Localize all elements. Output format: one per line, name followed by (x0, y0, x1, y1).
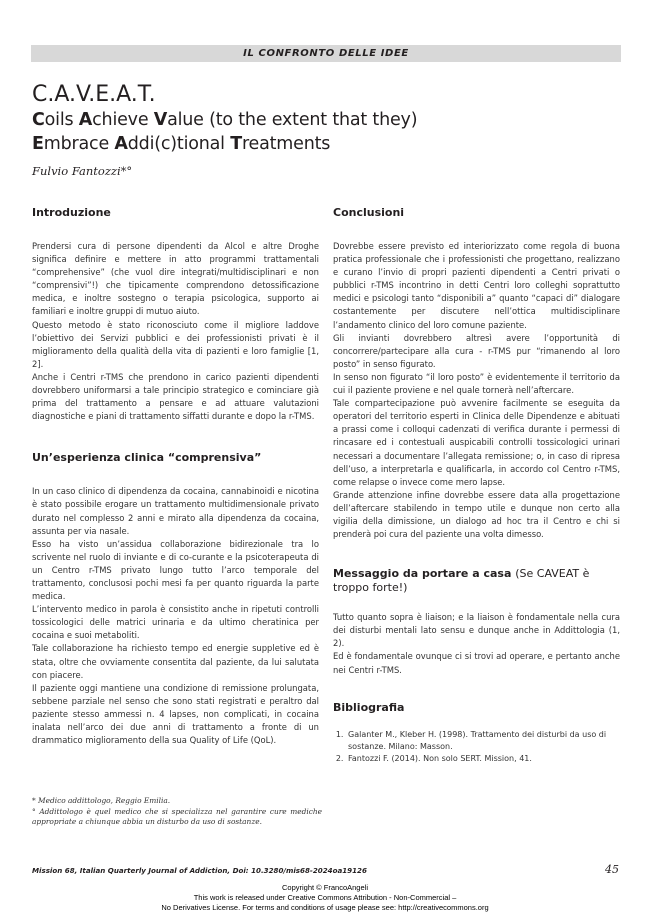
paragraph: Ed è fondamentale ovunque ci si trovi ad operare, e pertanto anche nei Centri r-TMS. (333, 651, 620, 675)
case-body (32, 485, 319, 747)
conclusions-body (333, 240, 620, 541)
paragraph: Grande attenzione infine dovrebbe essere data alla progettazione dell’aftercare stabilendo in tempo utile e dunque non certo alla vigilia della dimissione, un dialogo ad hoc tra il Centro e chi si prenderà poi cura del paziente una volta dimesso. (333, 489, 620, 540)
footnote: ° Addittologo è quel medico che si specializza nel garantire cure mediche appropriate a chiunque abbia un disturbo da uso di sostanze. (32, 807, 322, 826)
paragraph: Tale collaborazione ha richiesto tempo ed energie suppletive ed è stata, oltre che ovviamente consentita dal paziente, da lui salutata con piacere. (32, 643, 319, 680)
paragraph: Il paziente oggi mantiene una condizione di remissione prolungata, sebbene parziale nel senso che sono stati registrati e peraltro dal paziente stesso ammessi n. 4 lapses, non complicati, in cocaina inalata nell’arco dei due anni di trattamento a fronte di un drammatico miglioramento della sua Quality of Life (QoL). (32, 682, 319, 746)
page-number: 45 (605, 863, 619, 876)
footnotes (32, 796, 322, 828)
article-title (32, 82, 622, 156)
bibliography-list (333, 729, 620, 765)
paragraph: Questo metodo è stato riconosciuto come il migliore laddove l’obiettivo dei Servizi pubblici e dei professionisti privati è il miglioramento della qualità della vita di pazienti e loro famiglie [1, 2]. (32, 319, 319, 369)
paragraph: Tutto quanto sopra è liaison; e la liaison è fondamentale nella cura dei disturbi mentali lato sensu e dunque anche in Addittologia (1, 2). (333, 612, 620, 649)
title-line-2: Coils Achieve Value (to the extent that they) (32, 110, 418, 130)
title-line-3: Embrace Addi(c)tional Treatments (32, 134, 331, 154)
copyright-line: Copyright © FrancoAngeli (282, 883, 368, 892)
paragraph: In un caso clinico di dipendenza da cocaina, cannabinoidi e nicotina è stato possibile erogare un trattamento multidimensionale privato durato nel complesso 2 anni e mirato alla dipendenza da cocaina, assunta per via nasale. (32, 486, 319, 536)
heading-take-home-message: Messaggio da portare a casa (Se CAVEAT è troppo forte!) (333, 567, 590, 595)
intro-body (32, 240, 319, 423)
paragraph: L’intervento medico in parola è consistito anche in ripetuti controlli tossicologici delle matrici urinaria e da ultimo cheratinica per cocaina e suoi metaboliti. (32, 604, 319, 641)
title-acronym: C.A.V.E.A.T. (32, 82, 156, 107)
paragraph: Gli invianti dovrebbero altresì avere l’opportunità di concorrere/partecipare alla cura - r-TMS pur “rimanendo al loro posto” in senso figurato. (333, 332, 620, 369)
heading-conclusions: Conclusioni (333, 206, 405, 219)
right-column (333, 206, 620, 765)
copyright-notice (0, 883, 650, 913)
paragraph: Esso ha visto un’assidua collaborazione bidirezionale tra lo scrivente nel ruolo di inviante e di co-curante e la psicoterapeuta di un Centro r-TMS privato lungo tutto l’arco temporale del trattamento, conclusosi pochi mesi fa per quanto riguarda la parte medica. (32, 538, 319, 602)
message-body (333, 611, 620, 676)
heading-bibliography: Bibliografia (333, 700, 405, 714)
paragraph: Tale compartecipazione può avvenire facilmente se eseguita da operatori del territorio esperti in Clinica delle Dipendenze e abituati a prassi come i colloqui cadenzati di verifica durante i permessi di rincasare ed i contestuali auspicabili controlli tossicologici urinari necessari a documentare l’allegata remissione; o, in caso di ripresa dell’uso, a interpretarla e qualificarla, in accordo col Centro r-TMS, come relapse o invece come mero lapse. (333, 398, 620, 487)
copyright-line: This work is released under Creative Commons Attribution - Non-Commercial – (193, 893, 457, 902)
heading-introduction: Introduzione (32, 206, 111, 219)
author: Fulvio Fantozzi*° (32, 164, 133, 178)
bibliography-item: 2. Fantozzi F. (2014). Non solo SERT. Mission, 41. (346, 753, 620, 765)
heading-clinical-experience: Un’esperienza clinica “comprensiva” (32, 451, 262, 465)
paragraph: Anche i Centri r-TMS che prendono in carico pazienti dipendenti dovrebbero uniformarsi a tale principio strategico e cominciare già prima del trattamento a pensare e ad attuare valutazioni diagnostiche e piani di trattamento siffatti durante e dopo la r-TMS. (32, 371, 319, 422)
section-band: IL CONFRONTO DELLE IDEE (31, 45, 621, 62)
left-column (32, 206, 319, 747)
bibliography-item: 1. Galanter M., Kleber H. (1998). Trattamento dei disturbi da uso di sostanze. Milano: Masson. (346, 729, 620, 753)
journal-footer: Mission 68, Italian Quarterly Journal of Addiction, Doi: 10.3280/mis68-2024oa19126 (32, 866, 367, 875)
copyright-line: No Derivatives License. For terms and conditions of usage please see: http://creativecommons.org (161, 903, 489, 912)
footnote: * Medico addittologo, Reggio Emilia. (32, 796, 171, 805)
paragraph: Dovrebbe essere previsto ed interiorizzato come regola di buona pratica professionale che i professionisti che progettano, realizzano e curano l’invio di propri pazienti dipendenti a Centri privati o pubblici r-TMS incontrino in detti Centri loro colleghi soprattutto medici e psicologi tanto “disponibili a” quanto “capaci di” dialogare costantemente per discutere nell’ottica multidisciplinare l’andamento clinico del loro comune paziente. (333, 241, 620, 330)
paragraph: In senso non figurato “il loro posto” è evidentemente il territorio da cui il paziente proviene e nel quale tornerà nell’aftercare. (333, 371, 620, 396)
paragraph: Prendersi cura di persone dipendenti da Alcol e altre Droghe significa definire e mettere in atto programmi trattamentali “comprehensive” (che vuol dire integrati/multidisciplinari e non “comprensivi”!) che tipicamente comprendono detossificazione medica, e inoltre sostegno o terapia psicologica, supporto ai familiari e inoltre gruppi di mutuo aiuto. (32, 241, 319, 317)
